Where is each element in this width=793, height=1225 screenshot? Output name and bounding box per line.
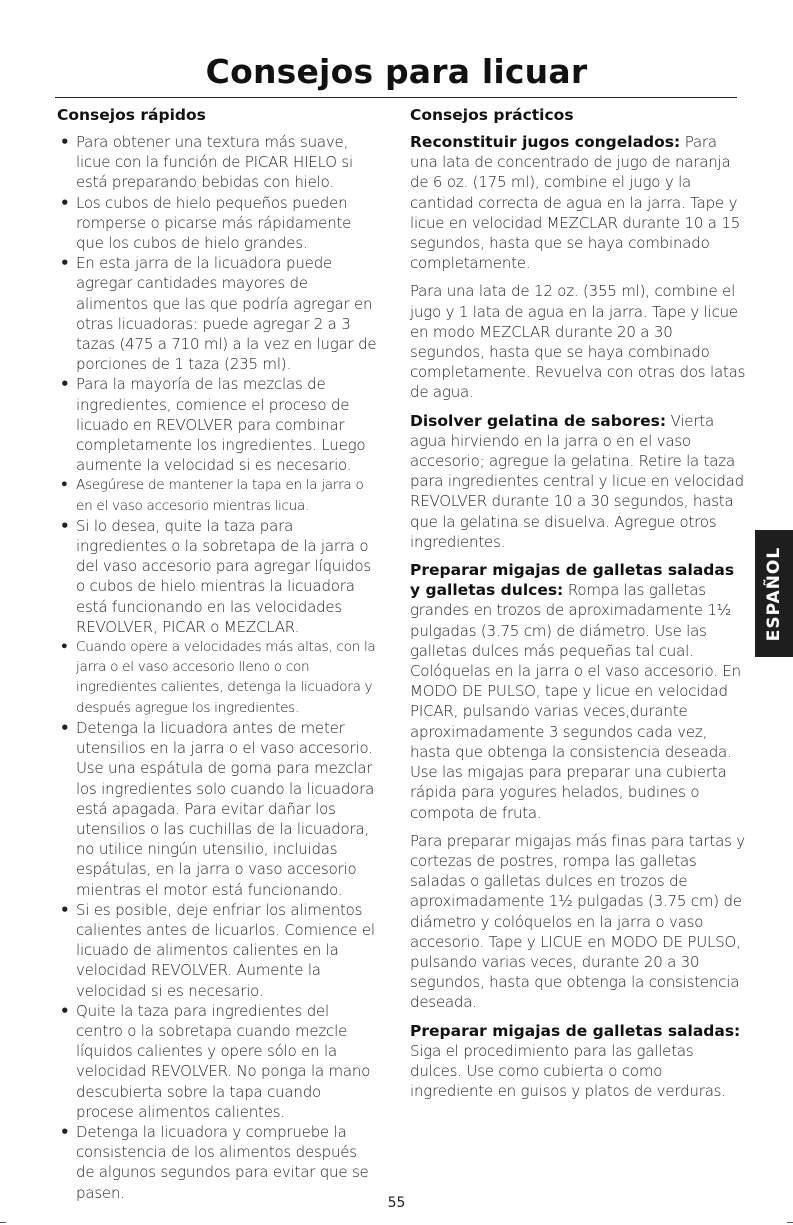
tip-item: • Detenga la licuadora y compruebe la consistencia de los alimentos después de algunos segundos para evitar que se pasen. xyxy=(57,1122,379,1203)
gelatin-text: Vierta agua hirviendo en la jarra o en el vaso accesorio; agregue la gelatina. Retire la taza para ingredientes central y licue en velocidad REVOLVER durante 10 a 30 segundos, hasta que la gelatina se disuelva. Agregue otros ingredientes. xyxy=(410,411,744,551)
title-divider xyxy=(55,97,737,98)
frozen-juice-text: Para una lata de concentrado de jugo de naranja de 6 oz. (175 ml), combine el jugo y la cantidad correcta de agua en la jarra. Tape y licue en velocidad MEZCLAR durante 10 a 15 segundos, hasta que se haya combinado completamente. xyxy=(410,133,741,273)
frozen-juice-paragraph xyxy=(410,132,746,273)
language-tab xyxy=(755,530,793,657)
crumbs-title: Preparar migajas de galletas saladas y galletas dulces: xyxy=(410,561,735,600)
tip-item: • Si es posible, deje enfriar los alimentos calientes antes de licuarlos. Comience el licuado de alimentos calientes en la velocidad REVOLVER. Aumente la velocidad si es necesario. xyxy=(57,900,379,1001)
quick-tips-column xyxy=(57,106,379,1203)
tip-item: • Asegúrese de mantener la tapa en la jarra o en el vaso accesorio mientras licua. xyxy=(57,475,379,515)
language-tab-label: ESPAÑOL xyxy=(764,546,784,641)
gelatin-paragraph xyxy=(410,411,746,552)
tip-item: • En esta jarra de la licuadora puede agregar cantidades mayores de alimentos que las que podría agregar en otras licuadoras: puede agregar 2 a 3 tazas (475 a 710 ml) a la vez en lugar de porciones de 1 taza (235 ml). xyxy=(57,253,379,374)
tip-item: • Cuando opere a velocidades más altas, con la jarra o el vaso accesorio lleno o con ingredientes calientes, detenga la licuadora y después agregue los ingredientes. xyxy=(57,637,379,718)
frozen-juice-title: Reconstituir jugos congelados: xyxy=(410,133,681,151)
quick-tips-list xyxy=(57,132,379,1203)
tip-item: • Detenga la licuadora antes de meter utensilios en la jarra o el vaso accesorio. Use una espátula de goma para mezclar los ingredientes solo cuando la licuadora está apagada. Para evitar dañar los utensilios o las cuchillas de la licuadora, no utilice ningún utensilio, incluidas espátulas, en la jarra o vaso accesorio mientras el motor está funcionando. xyxy=(57,718,379,900)
salty-crumbs-title: Preparar migajas de galletas saladas: xyxy=(410,1021,741,1040)
tip-item: • Para obtener una textura más suave, licue con la función de PICAR HIELO si está preparando bebidas con hielo. xyxy=(57,132,379,193)
crop-mark xyxy=(0,1222,6,1223)
tip-item: • Para la mayoría de las mezclas de ingredientes, comience el proceso de licuado en REVOLVER para combinar completamente los ingredientes. Luego aumente la velocidad si es necesario. xyxy=(57,374,379,475)
crumbs-text: Rompa las galletas grandes en trozos de aproximadamente 1½ pulgadas (3.75 cm) de diámetro. Use las galletas dulces más pequeñas tal cual. Colóquelas en la jarra o el vaso accesorio. En MODO DE PULSO, tape y licue en velocidad PICAR, pulsando varias veces,durante aproximadamente 3 segundos cada vez, hasta que obtenga la consistencia deseada. Use las migajas para preparar una cubierta rápida para yogures helados, budines o compota de fruta. xyxy=(410,581,741,822)
crumbs-paragraph-2: Para preparar migajas más finas para tartas y cortezas de postres, rompa las galletas saladas o galletas dulces en trozos de aproximadamente 1½ pulgadas (3.75 cm) de diámetro y colóquelos en la jarra o vaso accesorio. Tape y LICUE en MODO DE PULSO, pulsando varias veces, durante 20 a 30 segundos, hasta que obtenga la consistencia deseada. xyxy=(410,831,745,1012)
gelatin-title: Disolver gelatina de sabores: xyxy=(410,411,667,430)
quick-tips-heading: Consejos rápidos xyxy=(57,106,206,124)
practical-tips-column xyxy=(410,106,746,1101)
page-number: 55 xyxy=(387,1195,406,1211)
crop-mark xyxy=(787,1222,793,1223)
page-title: Consejos para licuar xyxy=(205,52,588,91)
tip-item: • Quite la taza para ingredientes del centro o la sobretapa cuando mezcle líquidos calientes y opere sólo en la velocidad REVOLVER. No ponga la mano descubierta sobre la tapa cuando procese alimentos calientes. xyxy=(57,1001,379,1122)
practical-tips-heading: Consejos prácticos xyxy=(410,106,574,124)
crumbs-paragraph xyxy=(410,560,746,823)
salty-crumbs-text: Siga el procedimiento para las galletas dulces. Use como cubierta o como ingrediente en guisos y platos de verduras. xyxy=(410,1041,726,1101)
tip-item: • Los cubos de hielo pequeños pueden romperse o picarse más rápidamente que los cubos de hielo grandes. xyxy=(57,193,379,254)
frozen-juice-paragraph-2: Para una lata de 12 oz. (355 ml), combine el jugo y 1 lata de agua en la jarra. Tape y licue en modo MEZCLAR durante 20 a 30 segundos, hasta que se haya combinado completamente. Revuelva con otras dos latas de agua. xyxy=(410,282,746,402)
tip-item: • Si lo desea, quite la taza para ingredientes o la sobretapa de la jarra o del vaso accesorio para agregar líquidos o cubos de hielo mientras la licuadora está funcionando en las velocidades REVOLVER, PICAR o MEZCLAR. xyxy=(57,516,379,637)
